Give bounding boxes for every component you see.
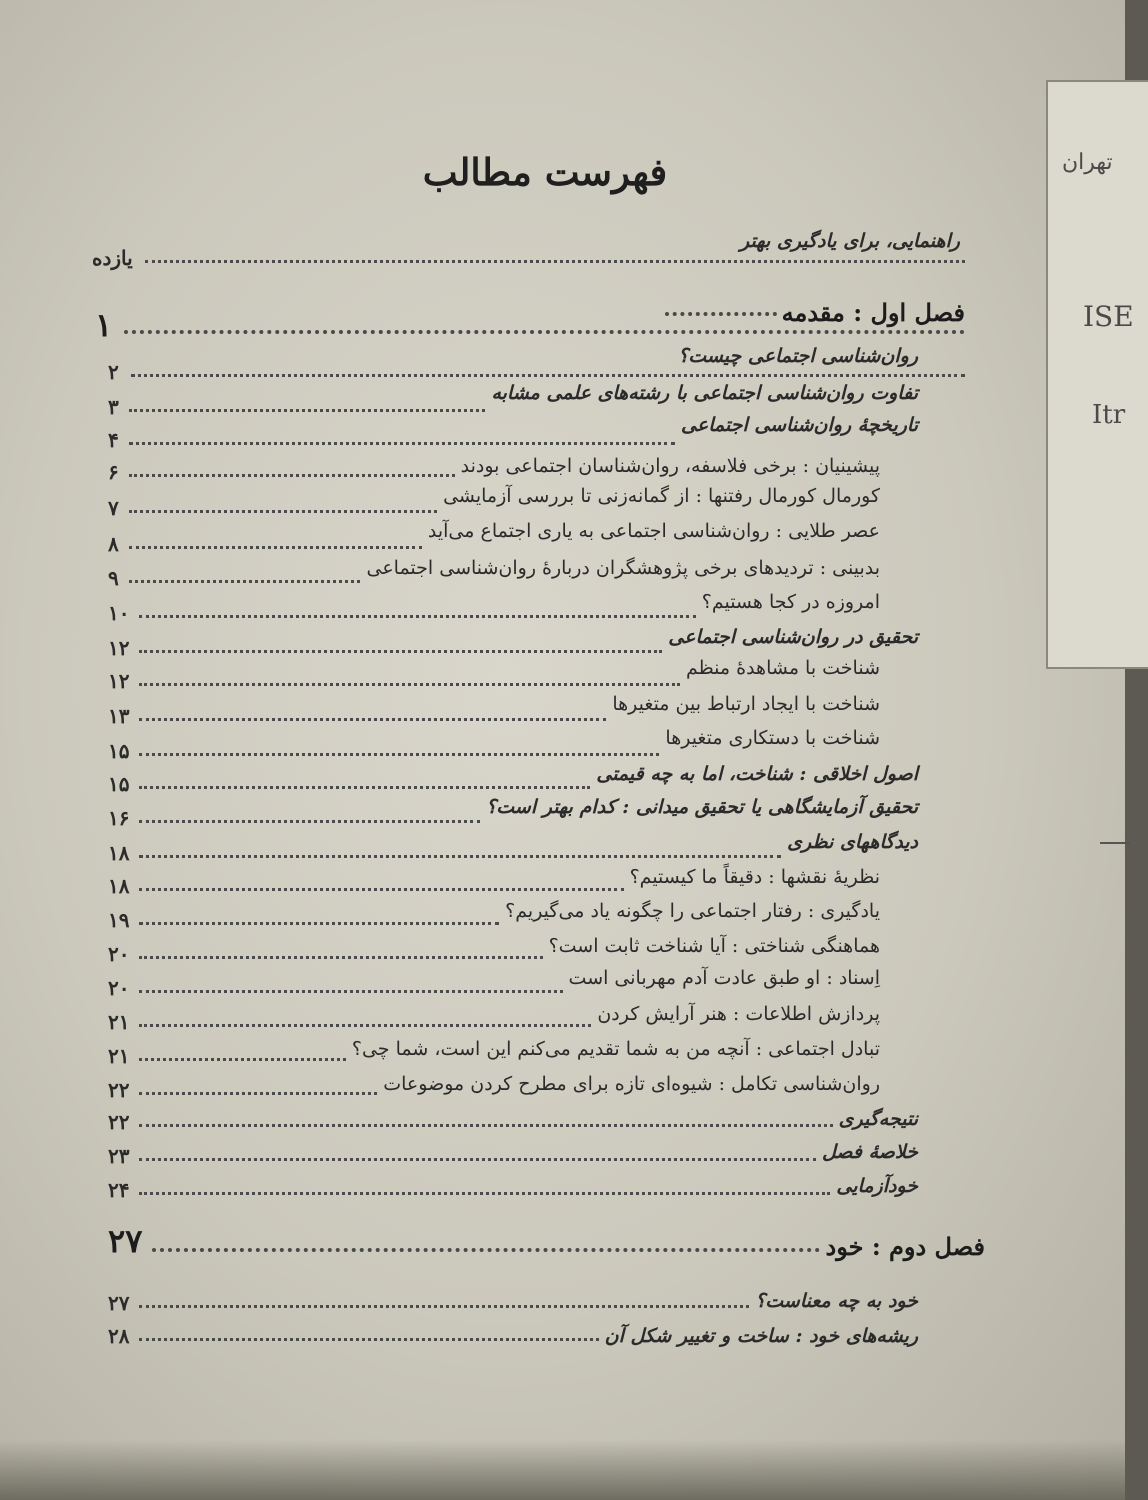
toc-page-number: ۲۱ bbox=[108, 1044, 130, 1068]
page-shadow bbox=[0, 1440, 1125, 1500]
toc-page-number: ۲۸ bbox=[108, 1324, 130, 1348]
adjacent-page-text: تهران bbox=[1062, 150, 1113, 175]
toc-page-number: ۸ bbox=[108, 532, 119, 556]
toc-page-number: ۷ bbox=[108, 496, 119, 520]
toc-entry-title: شناخت با مشاهدهٔ منظم bbox=[685, 657, 880, 679]
page-title: فهرست مطالب bbox=[422, 150, 668, 194]
toc-entry-title: روان‌شناسی اجتماعی چیست؟ bbox=[678, 345, 918, 367]
toc-page-number: ۱ bbox=[95, 306, 113, 344]
toc-page-number: ۱۶ bbox=[108, 806, 130, 830]
toc-page-number: یازده bbox=[92, 246, 133, 270]
adjacent-page-text: Itr bbox=[1092, 400, 1126, 430]
toc-page-number: ۱۸ bbox=[108, 874, 130, 898]
toc-page-number: ۶ bbox=[108, 460, 119, 484]
toc-entry-title: شناخت با دستکاری متغیرها bbox=[665, 727, 880, 749]
toc-entry-title: دیدگاههای نظری bbox=[787, 831, 918, 853]
toc-entry-title: امروزه در کجا هستیم؟ bbox=[701, 591, 880, 613]
toc-entry-title: تحقیق آزمایشگاهی یا تحقیق میدانی : کدام بهتر است؟ bbox=[486, 796, 918, 818]
toc-entry-title: ریشه‌های خود : ساخت و تغییر شکل آن bbox=[604, 1325, 918, 1347]
toc-page-number: ۲۲ bbox=[108, 1078, 130, 1102]
toc-entry-title: عصر طلایی : روان‌شناسی اجتماعی به یاری اجتماع می‌آید bbox=[427, 520, 880, 542]
toc-page-number: ۴ bbox=[108, 428, 119, 452]
toc-page-number: ۲ bbox=[108, 360, 119, 384]
toc-page-number: ۲۲ bbox=[108, 1110, 130, 1134]
toc-page-number: ۲۰ bbox=[108, 976, 130, 1000]
toc-page-number: ۲۴ bbox=[108, 1178, 130, 1202]
toc-page-number: ۱۸ bbox=[108, 841, 130, 865]
toc-page-number: ۱۵ bbox=[108, 739, 130, 763]
toc-page-number: ۱۲ bbox=[108, 636, 130, 660]
toc-entry-title: نظریهٔ نقشها : دقیقاً ما کیستیم؟ bbox=[629, 866, 880, 888]
toc-entry-title: تاریخچهٔ روان‌شناسی اجتماعی bbox=[681, 414, 918, 436]
toc-entry-title: روان‌شناسی تکامل : شیوه‌ای تازه برای مطرح کردن موضوعات bbox=[383, 1073, 880, 1095]
toc-entry-title: هماهنگی شناختی : آیا شناخت ثابت است؟ bbox=[548, 935, 880, 957]
toc-entry-title: تحقیق در روان‌شناسی اجتماعی bbox=[668, 626, 918, 648]
toc-entry-title: فصل اول : مقدمه bbox=[781, 298, 965, 327]
toc-page-number: ۱۳ bbox=[108, 704, 130, 728]
toc-entry-title: اِسناد : او طبق عادت آدم مهربانی است bbox=[568, 967, 880, 989]
toc-page-number: ۹ bbox=[108, 566, 119, 590]
toc-page-number: ۲۱ bbox=[108, 1010, 130, 1034]
toc-entry-title: پردازش اطلاعات : هنر آرایش کردن bbox=[597, 1003, 880, 1025]
toc-entry-title: تبادل اجتماعی : آنچه من به شما تقدیم می‌کنم این است، شما چی؟ bbox=[351, 1038, 880, 1060]
toc-page-number: ۳ bbox=[108, 395, 119, 419]
adjacent-page-text: ISE bbox=[1083, 300, 1134, 333]
toc-page-number: ۱۰ bbox=[108, 601, 130, 625]
toc-entry-title: بدبینی : تردیدهای برخی پژوهشگران دربارهٔ روان‌شناسی اجتماعی bbox=[366, 557, 880, 579]
toc-entry-title: خلاصهٔ فصل bbox=[822, 1141, 918, 1163]
toc-page-number: ۲۷ bbox=[108, 1222, 143, 1260]
toc-page-number: ۲۷ bbox=[108, 1291, 130, 1315]
toc-page-number: ۱۵ bbox=[108, 772, 130, 796]
toc-page-number: ۱۲ bbox=[108, 669, 130, 693]
toc-entry-title: پیشینیان : برخی فلاسفه، روان‌شناسان اجتماعی بودند bbox=[460, 455, 880, 477]
toc-entry-title: خود به چه معناست؟ bbox=[755, 1290, 918, 1312]
toc-entry-title: تفاوت روان‌شناسی اجتماعی با رشته‌های علمی مشابه bbox=[491, 382, 918, 404]
toc-entry-title: راهنمایی، برای یادگیری بهتر bbox=[740, 230, 960, 252]
toc-entry-title: فصل دوم : خود bbox=[825, 1232, 985, 1261]
toc-entry-title: نتیجه‌گیری bbox=[838, 1108, 918, 1130]
dot-leader bbox=[139, 1338, 598, 1341]
toc-entry-title: خودآزمایی bbox=[836, 1175, 918, 1197]
toc-entry-title: یادگیری : رفتار اجتماعی را چگونه یاد می‌گیریم؟ bbox=[505, 900, 880, 922]
toc-page-number: ۱۹ bbox=[108, 908, 130, 932]
toc-entry-title: اصول اخلاقی : شناخت، اما به چه قیمتی bbox=[596, 763, 918, 785]
toc-page-number: ۲۳ bbox=[108, 1144, 130, 1168]
toc-entry-title: شناخت با ایجاد ارتباط بین متغیرها bbox=[612, 693, 880, 715]
toc-page-number: ۲۰ bbox=[108, 942, 130, 966]
toc-entry-title: کورمال کورمال رفتنها : از گمانه‌زنی تا بررسی آزمایشی bbox=[443, 485, 880, 507]
